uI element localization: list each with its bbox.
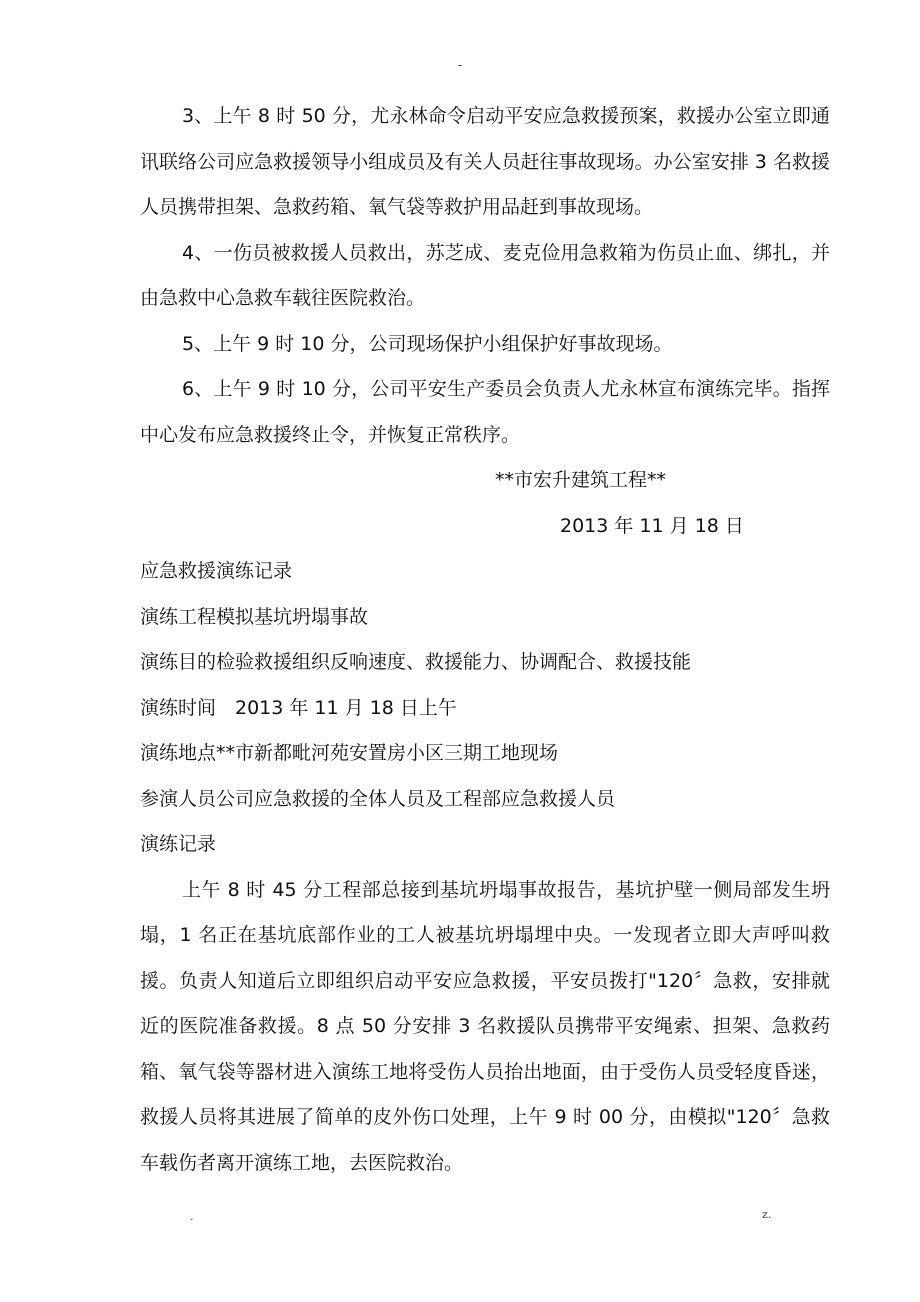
paragraph-step-4: 4、一伤员被救援人员救出，苏芝成、麦克俭用急救箱为伤员止血、绑扎，并由急救中心急救车载往医院救治。 bbox=[140, 241, 830, 309]
header-mark: - bbox=[457, 58, 463, 72]
footer-left-mark: . bbox=[190, 1210, 194, 1223]
record-body: 上午 8 时 45 分工程部总接到基坑坍塌事故报告，基坑护壁一侧局部发生坍塌，1 名正在基坑底部作业的工人被基坑坍塌埋中央。一发现者立即大声呼叫救援。负责人知道后立即组织启动平安应急救援，平安员拨打"120〞急救，安排就近的医院准备救援。8 点 50 分安排 3 名救援队员携带平安绳索、担架、急救药箱、氧气袋等器材进入演练工地将受伤人员抬出地面，由于受伤人员受轻度昏迷，救援人员将其进展了简单的皮外伤口处理，上午 9 时 00 分，由模拟"120〞急救车载伤者离开演练工地，去医院救治。 bbox=[140, 878, 830, 1174]
paragraph-step-5: 5、上午 9 时 10 分，公司现场保护小组保护好事故现场。 bbox=[182, 332, 673, 355]
record-location: 演练地点**市新都毗河苑安置房小区三期工地现场 bbox=[140, 742, 559, 764]
record-time: 演练时间 2013 年 11 月 18 日上午 bbox=[140, 696, 457, 719]
record-project: 演练工程模拟基坑坍塌事故 bbox=[140, 605, 369, 628]
record-title: 应急救援演练记录 bbox=[140, 560, 293, 582]
record-purpose: 演练目的检验救援组织反响速度、救援能力、协调配合、救援技能 bbox=[140, 651, 692, 673]
signature-date: 2013 年 11 月 18 日 bbox=[560, 514, 744, 537]
record-label: 演练记录 bbox=[140, 833, 217, 855]
footer-right-mark: z. bbox=[762, 1208, 772, 1221]
document-body bbox=[140, 94, 830, 1186]
paragraph-step-6: 6、上午 9 时 10 分，公司平安生产委员会负责人尤永林宣布演练完毕。指挥中心发布应急救援终止令，并恢复正常秩序。 bbox=[140, 378, 830, 446]
record-participants: 参演人员公司应急救援的全体人员及工程部应急救援人员 bbox=[140, 787, 616, 810]
signature-company: **市宏升建筑工程** bbox=[495, 469, 667, 491]
paragraph-step-3: 3、上午 8 时 50 分，尤永林命令启动平安应急救援预案，救援办公室立即通讯联络公司应急救援领导小组成员及有关人员赶往事故现场。办公室安排 3 名救援人员携带担架、急救药箱、氧气袋等救护用品赶到事故现场。 bbox=[140, 105, 830, 218]
